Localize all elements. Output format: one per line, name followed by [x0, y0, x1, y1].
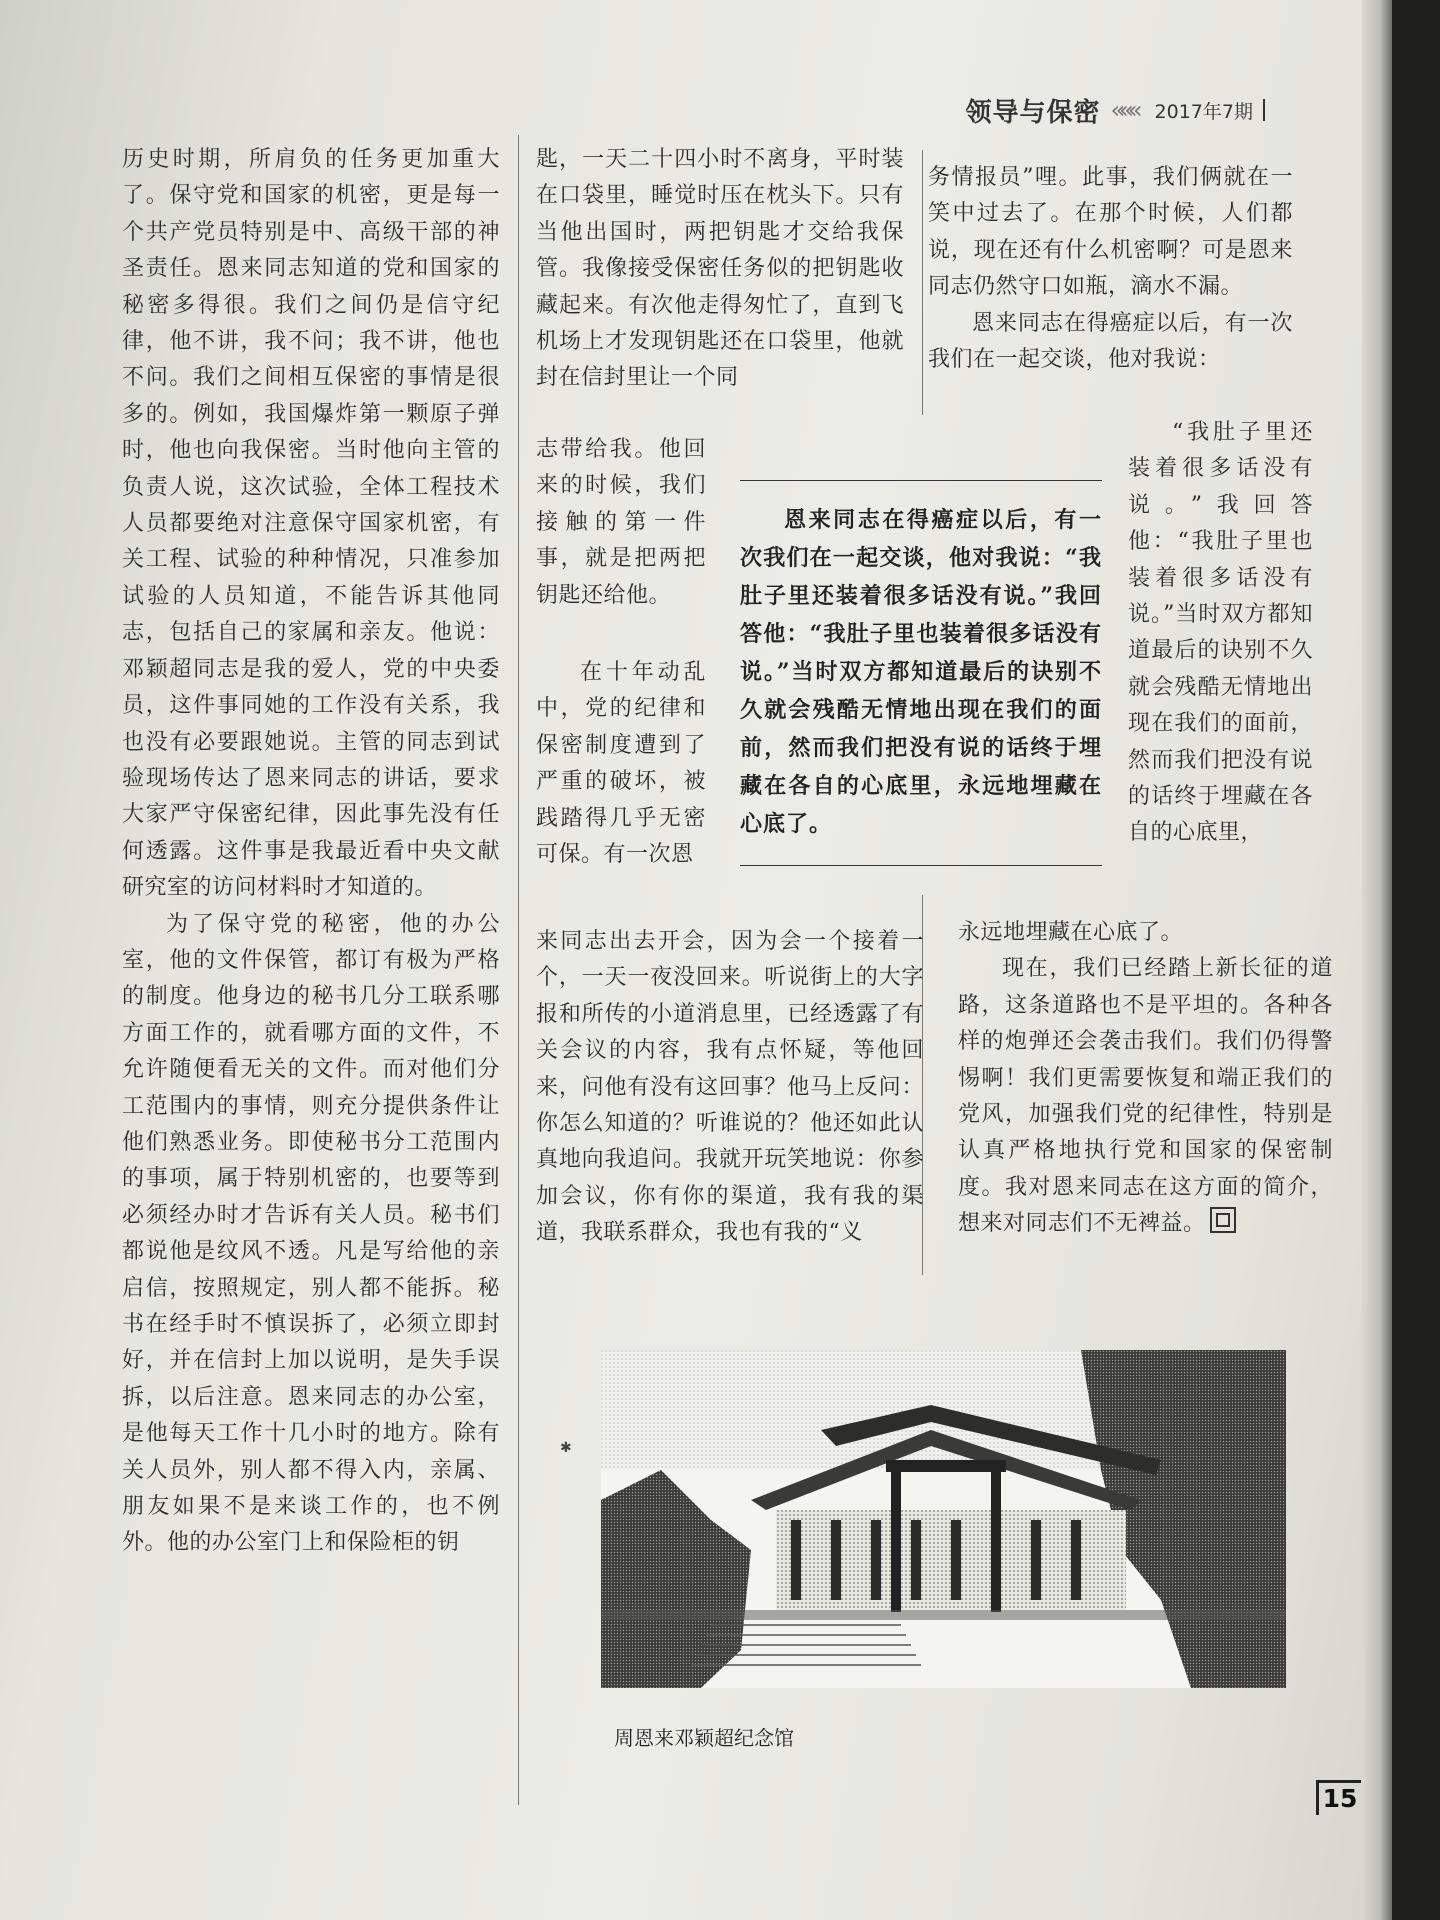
building-illustration: [601, 1350, 1286, 1688]
journal-title: 领导与保密: [965, 97, 1101, 128]
paragraph: “我肚子里还装着很多话没有说。”我回答他：“我肚子里也装着很多话没有说。”当时双方都知道最后的诀别不久就会残酷无情地出现在我们的面前，然而我们把没有说的话终于埋藏在各自的心底里，: [1128, 420, 1313, 846]
paragraph: 为了保守党的秘密，他的办公室，他的文件保管，都订有极为严格的制度。他身边的秘书几分工联系哪方面工作的，就看哪方面的文件，不允许随便看无关的文件。而对他们分工范围内的事情，则充分提供条件让他们熟悉业务。即使秘书分工范围内的事项，属于特别机密的，也要等到必须经办时才告诉有关人员。秘书们都说他是纹风不透。凡是写给他的亲启信，按照规定，别人都不能拆。秘书在经手时不慎误拆了，必须立即封好，并在信封上加以说明，是失手误拆，以后注意。恩来同志的办公室，是他每天工作十几小时的地方。除有关人员外，别人都不得入内，亲属、朋友如果不是来谈工作的，也不例外。他的办公室门上和保险柜的钥: [122, 911, 500, 1556]
pull-quote: [740, 480, 1102, 866]
paragraph: 来同志出去开会，因为会一个接着一个，一天一夜没回来。听说街上的大字报和所传的小道消息里，已经透露了有关会议的内容，我有点怀疑，等他回来，问他有没有这回事？他马上反问：你怎么知道的？听谁说的？他还如此认真地向我追问。我就开玩笑地说：你参加会议，你有你的渠道，我有我的渠道，我联系群众，我也有我的“义: [536, 929, 924, 1246]
text-column-3-narrow: [1128, 415, 1313, 852]
paragraph: 务情报员”哩。此事，我们俩就在一笑中过去了。在那个时候，人们都说，现在还有什么机密啊？可是恩来同志仍然守口如瓶，滴水不漏。: [928, 165, 1293, 300]
paragraph: 志带给我。他回来的时候，我们接触的第一件事，就是把两把钥匙还给他。: [536, 437, 706, 608]
header-bar: [1263, 99, 1265, 121]
page-number: 15: [1316, 1780, 1361, 1815]
pull-quote-text: 恩来同志在得癌症以后，有一次我们在一起交谈，他对我说：“我肚子里还装着很多话没有说。”我回答他：“我肚子里也装着很多话没有说。”当时双方都知道最后的诀别不久就会残酷无情地出现在我们的面前，然而我们把没有说的话终于埋藏在各自的心底里，永远地埋藏在心底了。: [740, 507, 1102, 837]
paragraph: [958, 951, 1333, 1242]
paragraph: 匙，一天二十四小时不离身，平时装在口袋里，睡觉时压在枕头下。只有当他出国时，两把钥匙才交给我保管。我像接受保密任务似的把钥匙收藏起来。有次他走得匆忙了，直到飞机场上才发现钥匙还在口袋里，他就封在信封里让一个同: [536, 147, 904, 391]
text-column-2-narrow: [536, 655, 706, 873]
closing-paragraph-text: 现在，我们已经踏上新长征的道路，这条道路也不是平坦的。各种各样的炮弹还会袭击我们。我们仍得警惕啊！我们更需要恢复和端正我们的党风，加强我们党的纪律性，特别是认真严格地执行党和国家的保密制度。我对恩来同志在这方面的简介，想来对同志们不无裨益。: [958, 956, 1333, 1237]
paragraph: 恩来同志在得癌症以后，有一次我们在一起交谈，他对我说：: [928, 310, 1293, 373]
paragraph: 历史时期，所肩负的任务更加重大了。保守党和国家的机密，更是每一个共产党员特别是中、高级干部的神圣责任。恩来同志知道的党和国家的秘密多得很。我们之间仍是信守纪律，他不讲，我不问；我不讲，他也不问。我们之间相互保密的事情是很多的。例如，我国爆炸第一颗原子弹时，他也向我保密。当时他向主管的负责人说，这次试验，全体工程技术人员都要绝对注意保守国家机密，有关工程、试验的种种情况，只准参加试验的人员知道，不能告诉其他同志，包括自己的家属和亲友。他说：邓颖超同志是我的爱人，党的中央委员，这件事同她的工作没有关系，我也没有必要跟她说。主管的同志到试验现场传达了恩来同志的讲话，要求大家严守保密纪律，因此事先没有任何透露。这件事是我最近看中央文献研究室的访问材料时才知道的。: [122, 147, 500, 901]
chevron-ornament-icon: «««: [1110, 96, 1137, 124]
memorial-hall-photo: [601, 1350, 1286, 1688]
issue-label: 2017年7期: [1154, 100, 1253, 123]
text-column-2-bottom: [536, 924, 924, 1252]
text-column-2-top: [536, 142, 904, 397]
paragraph: 在十年动乱中，党的纪律和保密制度遭到了严重的破坏，被践踏得几乎无密可保。有一次恩: [536, 660, 706, 868]
text-column-1: [122, 142, 500, 1562]
photo-caption: 周恩来邓颖超纪念馆: [614, 1726, 794, 1750]
print-speck-icon: ✱: [560, 1440, 572, 1456]
text-column-3-top: [928, 160, 1293, 378]
page-edge: [1362, 0, 1392, 1920]
text-column-2-narrow: [536, 432, 706, 614]
paragraph: 永远地埋藏在心底了。: [958, 920, 1184, 945]
running-header: [965, 90, 1265, 130]
column-divider: [518, 135, 519, 1805]
text-column-3-bottom: [958, 915, 1333, 1243]
end-mark-icon: [1210, 1207, 1236, 1233]
column-divider: [922, 150, 923, 415]
